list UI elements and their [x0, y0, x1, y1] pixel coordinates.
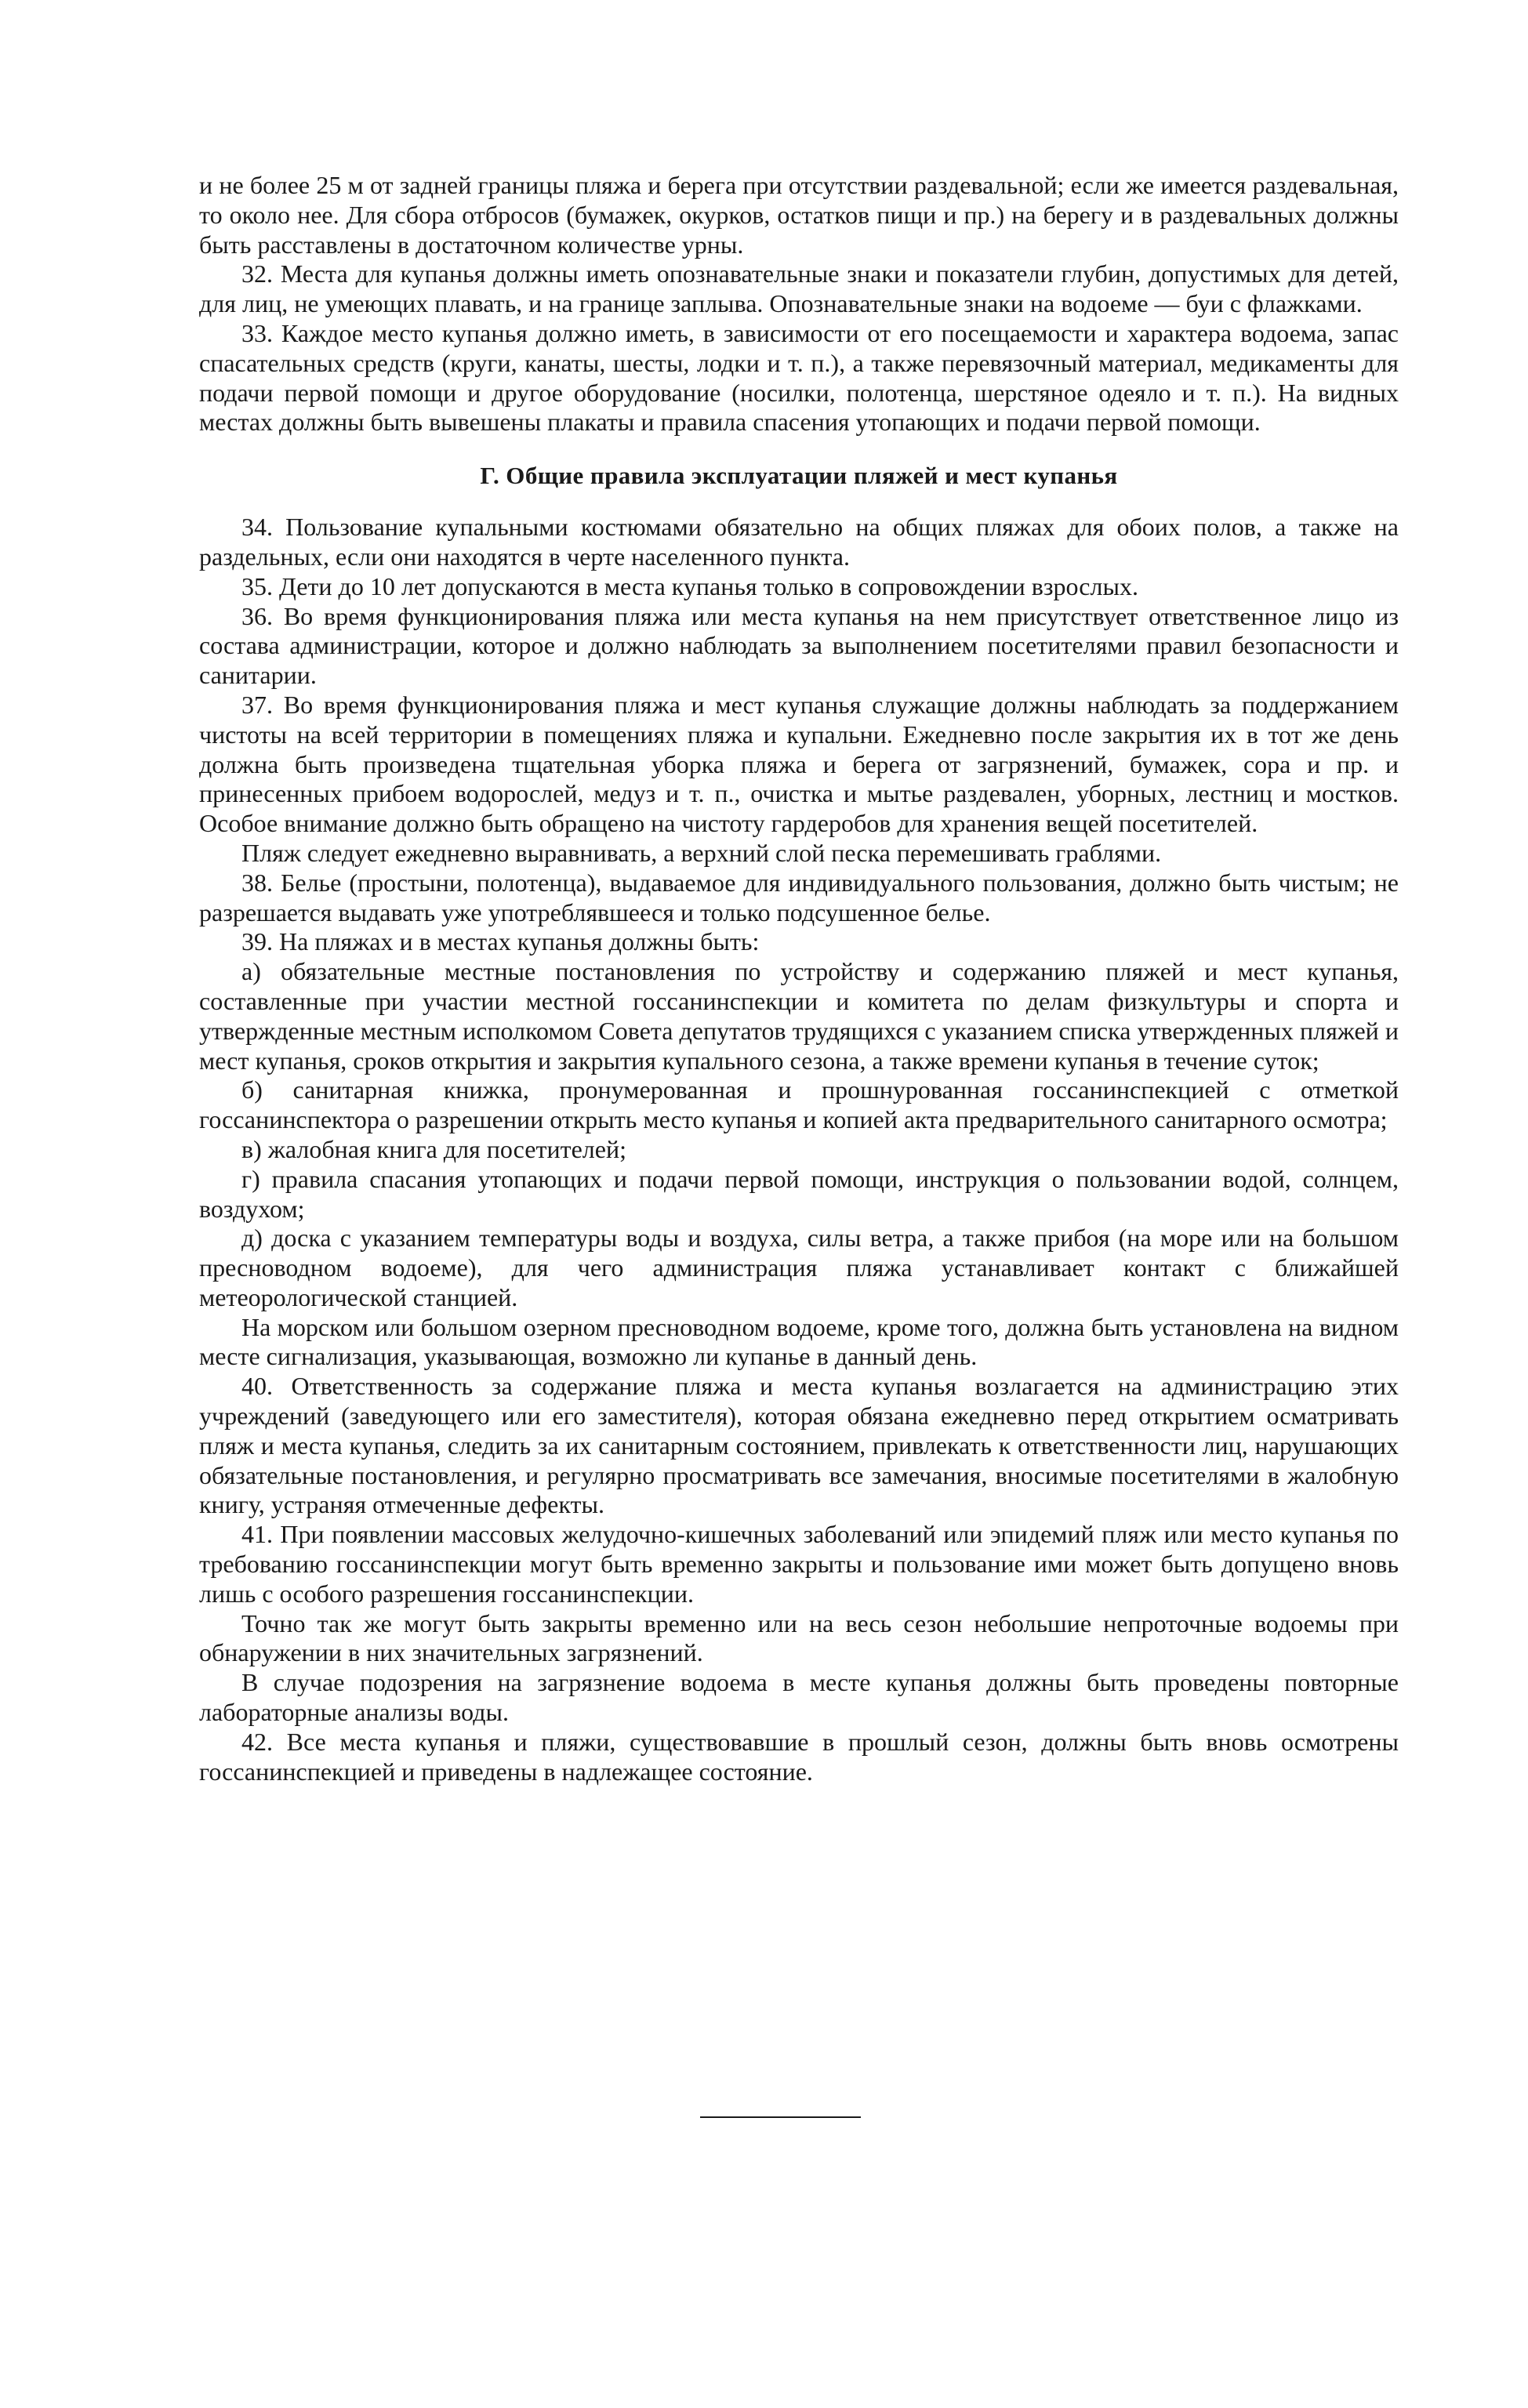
- paragraph: 42. Все места купанья и пляжи, существовавшие в прошлый сезон, должны быть вновь осмотрены госсанинспекцией и приведены в надлежащее состояние.: [199, 1727, 1399, 1786]
- closing-rule: [700, 2116, 861, 2118]
- paragraph: Точно так же могут быть закрыты временно или на весь сезон небольшие непроточные водоемы при обнаружении в них значительных загрязнений.: [199, 1608, 1399, 1667]
- paragraph: 35. Дети до 10 лет допускаются в места купанья только в сопровождении взрослых.: [241, 571, 1138, 600]
- paragraph: в) жалобная книга для посетителей;: [241, 1134, 626, 1163]
- paragraph: 40. Ответственность за содержание пляжа и места купанья возлагается на администрацию этих учреждений (заведующего или его заместителя), которая обязана ежедневно перед открытием осматривать пляж и места купанья, следить за их санитарным состоянием, привлекать к ответственности лиц, нарушающих обязательные постановления, и регулярно просматривать все замечания, вносимые посетителями в жалобную книгу, устраняя отмеченные дефекты.: [199, 1372, 1399, 1519]
- paragraph: В случае подозрения на загрязнение водоема в месте купанья должны быть проведены повторные лабораторные анализы воды.: [199, 1668, 1399, 1727]
- paragraph: д) доска с указанием температуры воды и воздуха, силы ветра, а также прибоя (на море или на большом пресноводном водоеме), для чего администрация пляжа устанавливает контакт с ближайшей метеорологической станцией.: [199, 1224, 1399, 1311]
- paragraph: 39. На пляжах и в местах купанья должны быть:: [241, 927, 760, 956]
- paragraph: б) санитарная книжка, пронумерованная и прошнурованная госсанинспекцией с отметкой госсанинспектора о разрешении открыть место купанья и копией акта предварительного санитарного осмотра;: [199, 1075, 1399, 1134]
- paragraph: Пляж следует ежедневно выравнивать, а верхний слой песка перемешивать граблями.: [241, 838, 1162, 867]
- section-heading: Г. Общие правила эксплуатации пляжей и мест купанья: [480, 462, 1118, 490]
- paragraphs-before-heading: [199, 171, 1399, 437]
- paragraph: а) обязательные местные постановления по устройству и содержанию пляжей и мест купанья, составленные при участии местной госсанинспекции и комитета по делам физкультуры и спорта и утвержденные местным исполкомом Совета депутатов трудящихся с указанием списка утвержденных пляжей и мест купанья, сроков открытия и закрытия купального сезона, а также времени купанья в течение суток;: [199, 957, 1399, 1075]
- paragraph: и не более 25 м от задней границы пляжа и берега при отсутствии раздевальной; если же имеется раздевальная, то около нее. Для сбора отбросов (бумажек, окурков, остатков пищи и пр.) на берегу и в раздевальных должны быть расставлены в достаточном количестве урны.: [199, 171, 1399, 259]
- paragraph: г) правила спасания утопающих и подачи первой помощи, инструкция о пользовании водой, солнцем, воздухом;: [199, 1164, 1399, 1223]
- paragraph: На морском или большом озерном пресноводном водоеме, кроме того, должна быть установлена на видном месте сигнализация, указывающая, возможно ли купанье в данный день.: [199, 1312, 1399, 1371]
- paragraph: 33. Каждое место купанья должно иметь, в зависимости от его посещаемости и характера водоема, запас спасательных средств (круги, канаты, шесты, лодки и т. п.), а также перевязочный материал, медикаменты для подачи первой помощи и другое оборудование (носилки, полотенца, шерстяное одеяло и т. п.). На видных местах должны быть вывешены плакаты и правила спасения утопающих и подачи первой помощи.: [199, 318, 1399, 437]
- paragraph: 34. Пользование купальными костюмами обязательно на общих пляжах для обоих полов, а также на раздельных, если они находятся в черте населенного пункта.: [199, 513, 1399, 571]
- paragraph: 41. При появлении массовых желудочно-кишечных заболеваний или эпидемий пляж или место купанья по требованию госсанинспекции могут быть временно закрыты и пользование ими может быть допущено вновь лишь с особого разрешения госсанинспекции.: [199, 1520, 1399, 1608]
- paragraph: 36. Во время функционирования пляжа или места купанья на нем присутствует ответственное лицо из состава администрации, которое и должно наблюдать за выполнением посетителями правил безопасности и санитарии.: [199, 601, 1399, 690]
- paragraph: 37. Во время функционирования пляжа и мест купанья служащие должны наблюдать за поддержанием чистоты на всей территории в помещениях пляжа и купальни. Ежедневно после закрытия их в тот же день должна быть произведена тщательная уборка пляжа и берега от загрязнений, бумажек, сора и пр. и принесенных прибоем водорослей, медуз и т. п., очистка и мытье раздевален, уборных, лестниц и мостков. Особое внимание должно быть обращено на чистоту гардеробов для хранения вещей посетителей.: [199, 690, 1399, 838]
- paragraph: 32. Места для купанья должны иметь опознавательные знаки и показатели глубин, допустимых для детей, для лиц, не умеющих плавать, и на границе заплыва. Опознавательные знаки на водоеме — буи с флажками.: [199, 259, 1399, 318]
- text-column: [199, 171, 1399, 1786]
- paragraph: 38. Белье (простыни, полотенца), выдаваемое для индивидуального пользования, должно быть чистым; не разрешается выдавать уже употреблявшееся и только подсушенное белье.: [199, 868, 1399, 927]
- paragraphs-after-heading: [199, 513, 1399, 1786]
